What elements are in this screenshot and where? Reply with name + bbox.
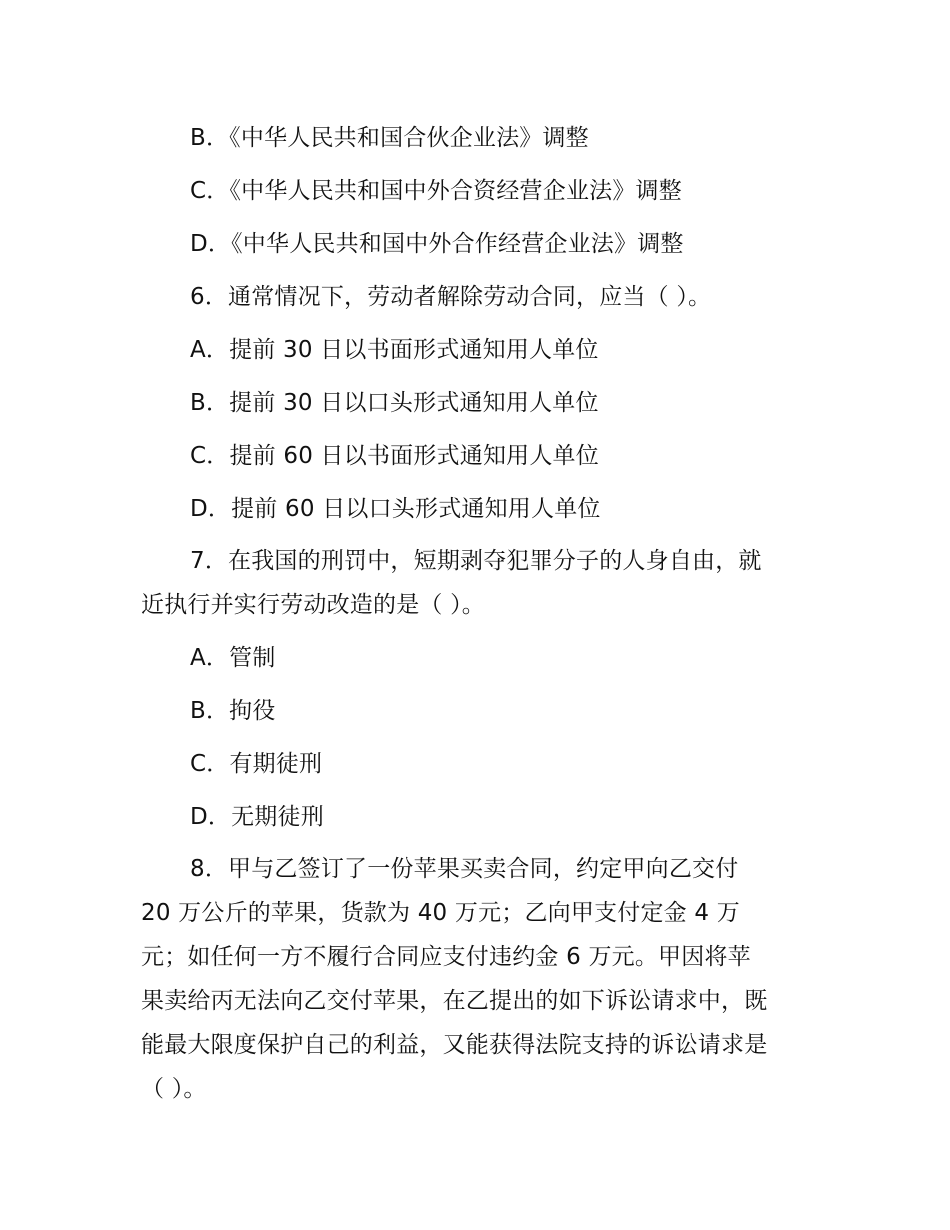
question-6: 6．通常情况下，劳动者解除劳动合同，应当（ ）。 — [190, 284, 712, 310]
question-7-line-2: 近执行并实行劳动改造的是（ ）。 — [141, 592, 486, 618]
option-6a: A．提前 30 日以书面形式通知用人单位 — [190, 337, 599, 363]
question-8-line-6: （ ）。 — [141, 1076, 207, 1102]
option-7c: C．有期徒刑 — [190, 751, 323, 777]
option-6b: B．提前 30 日以口头形式通知用人单位 — [190, 390, 599, 416]
option-5d: D．《中华人民共和国中外合作经营企业法》调整 — [190, 231, 684, 257]
option-5c: C．《中华人民共和国中外合资经营企业法》调整 — [190, 178, 682, 204]
option-6d: D．提前 60 日以口头形式通知用人单位 — [190, 496, 601, 522]
question-8-line-5: 能最大限度保护自己的利益，又能获得法院支持的诉讼请求是 — [141, 1032, 768, 1058]
question-8-line-1: 8．甲与乙签订了一份苹果买卖合同，约定甲向乙交付 — [190, 856, 739, 882]
question-8-line-3: 元；如任何一方不履行合同应支付违约金 6 万元。甲因将苹 — [141, 944, 751, 970]
question-7-line-1: 7．在我国的刑罚中，短期剥夺犯罪分子的人身自由，就 — [190, 548, 762, 574]
option-6c: C．提前 60 日以书面形式通知用人单位 — [190, 443, 599, 469]
option-7b: B．拘役 — [190, 698, 276, 724]
question-8-line-4: 果卖给丙无法向乙交付苹果，在乙提出的如下诉讼请求中，既 — [141, 988, 768, 1014]
option-7d: D．无期徒刑 — [190, 804, 324, 830]
option-5b: B．《中华人民共和国合伙企业法》调整 — [190, 125, 589, 151]
option-7a: A．管制 — [190, 645, 276, 671]
question-8-line-2: 20 万公斤的苹果，货款为 40 万元；乙向甲支付定金 4 万 — [141, 900, 740, 926]
